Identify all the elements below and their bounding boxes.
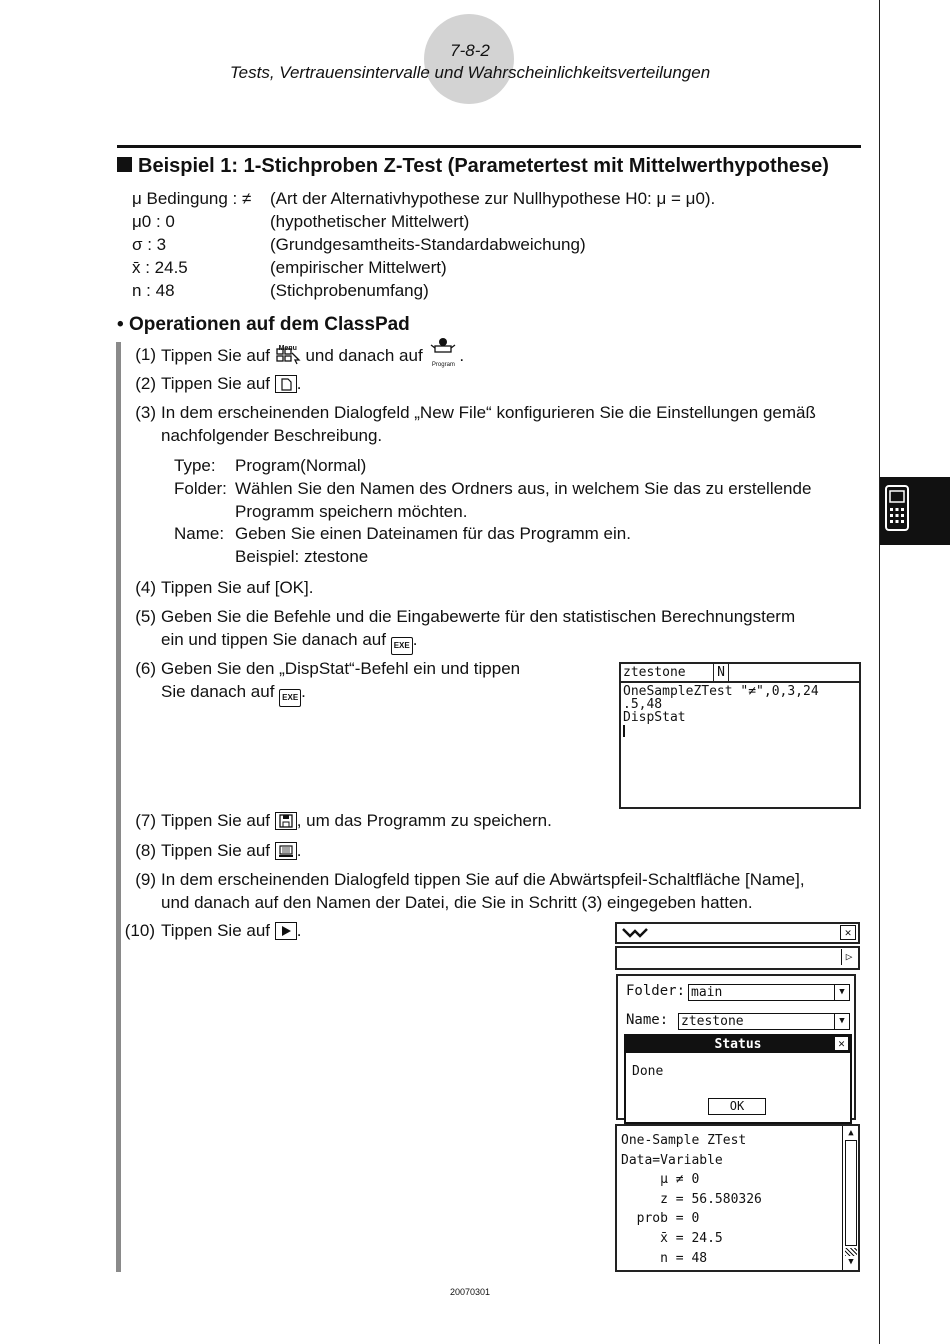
step-10: [161, 919, 301, 942]
chevron-down-icon[interactable]: ▼: [834, 1014, 849, 1029]
type-value: Program(Normal): [235, 456, 367, 475]
new-file-icon: [275, 375, 297, 393]
example-title-text: Beispiel 1: 1-Stichproben Z-Test (Parametertest mit Mittelwerthypothese): [138, 155, 829, 177]
name-select-value: ztestone: [681, 1014, 744, 1029]
save-icon: [275, 812, 297, 830]
run-toolbar: [615, 922, 860, 944]
program-run-screen: [615, 922, 860, 1272]
dropdown-menu-icon[interactable]: [621, 926, 649, 940]
name-field-label: Name:: [626, 1012, 669, 1028]
step-text: Tippen Sie auf: [161, 921, 270, 940]
param-condition-desc: (Art der Alternativhypothese zur Nullhypothese H0: μ = μ0).: [270, 189, 716, 208]
result-text: [621, 1131, 762, 1268]
scroll-thumb[interactable]: [845, 1140, 857, 1246]
ok-button[interactable]: OK: [708, 1098, 766, 1115]
step-text: Tippen Sie auf: [161, 346, 270, 365]
page-icon: [276, 376, 296, 392]
step-9-line-1: In dem erscheinenden Dialogfeld tippen Sie auf die Abwärtspfeil-Schaltfläche [Name],: [161, 870, 805, 889]
footer-code: 20070301: [449, 1287, 491, 1297]
folder-select[interactable]: [688, 984, 850, 1001]
step-number: (2): [135, 374, 156, 393]
step-text: , um das Programm zu speichern.: [296, 811, 552, 830]
param-mean-desc: (empirischer Mittelwert): [270, 258, 447, 277]
round-bullet-icon: •: [117, 314, 129, 335]
program-loader-dialog: [616, 974, 856, 1120]
status-dialog-title: Status: [714, 1037, 762, 1052]
chevron-down-icon[interactable]: ▼: [834, 985, 849, 1000]
step-text-end: .: [412, 630, 418, 649]
param-sigma-desc: (Grundgesamtheits-Standardabweichung): [270, 235, 586, 254]
result-window: [615, 1124, 860, 1272]
step-5-line-1: Geben Sie die Befehle und die Eingabewerte für den statistischen Berechnungsterm: [161, 607, 796, 626]
step-number: (8): [135, 841, 156, 860]
program-robot-icon: [427, 337, 459, 353]
step-number: (10): [124, 921, 155, 940]
calculator-icon: [880, 477, 950, 545]
scroll-track: [845, 1248, 857, 1256]
section-rule: [117, 145, 861, 148]
param-mu0-desc: (hypothetischer Mittelwert): [270, 212, 470, 231]
folder-line-2: Programm speichern möchten.: [235, 502, 468, 521]
step-text-end: .: [296, 841, 302, 860]
text-cursor: [623, 725, 625, 737]
step-number: (5): [135, 607, 156, 626]
scroll-right-icon[interactable]: ▷: [841, 949, 856, 965]
floppy-disk-icon: [276, 813, 296, 829]
result-line: x̄ = 24.5: [621, 1230, 723, 1246]
step-text: Sie danach auf: [161, 682, 275, 701]
param-n-desc: (Stichprobenumfang): [270, 281, 429, 300]
param-n-label: n : 48: [132, 281, 175, 300]
step-text-end: .: [459, 346, 465, 365]
step-8: [161, 839, 301, 862]
menu-icon-label: Menu: [278, 345, 297, 352]
step-text-end: .: [296, 374, 302, 393]
chapter-tab: [880, 477, 950, 545]
close-icon[interactable]: ✕: [840, 925, 856, 940]
result-line: prob = 0: [621, 1211, 700, 1227]
scrollbar[interactable]: [842, 1126, 859, 1270]
program-loader-icon: [275, 842, 297, 860]
name-select[interactable]: [678, 1013, 850, 1030]
page-number: 7-8-2: [450, 41, 490, 60]
close-icon[interactable]: ✕: [835, 1037, 848, 1050]
program-editor-screen: [619, 662, 861, 809]
step-5-line-2: [161, 628, 417, 655]
step-9-line-2: und danach auf den Namen der Datei, die Sie in Schritt (3) eingegeben hatten.: [161, 893, 753, 912]
folder-field-label: Folder:: [626, 983, 686, 999]
step-text-end: .: [296, 921, 302, 940]
operations-heading: [117, 314, 410, 336]
editor-line: OneSampleZTest "≠",0,3,24: [623, 684, 819, 699]
editor-mode: N: [714, 664, 729, 681]
run-input-bar[interactable]: [615, 946, 860, 970]
exe-key-icon: EXE: [391, 637, 413, 655]
step-text: Tippen Sie auf: [161, 841, 270, 860]
editor-body[interactable]: [621, 683, 859, 737]
result-line: One-Sample ZTest: [621, 1133, 747, 1148]
folder-label: Folder:: [174, 479, 227, 498]
editor-filename: ztestone: [621, 664, 714, 681]
step-6-line-2: [161, 680, 306, 707]
step-text: Tippen Sie auf: [161, 811, 270, 830]
param-condition-label: μ Bedingung : ≠: [132, 189, 252, 208]
run-icon: [275, 922, 297, 940]
right-margin-rule: [879, 0, 880, 1344]
type-label: Type:: [174, 456, 216, 475]
step-number: (1): [135, 345, 156, 364]
square-bullet-icon: [117, 157, 132, 172]
step-7: [161, 809, 552, 832]
param-mean-label: x̄ : 24.5: [132, 258, 188, 277]
name-line-2: Beispiel: ztestone: [235, 547, 369, 566]
step-number: (9): [135, 870, 156, 889]
param-sigma-label: σ : 3: [132, 235, 167, 254]
step-6-line-1: Geben Sie den „DispStat“-Befehl ein und tippen: [161, 659, 521, 678]
program-icon-label: Program: [431, 362, 455, 368]
exe-key-icon: EXE: [279, 689, 301, 707]
step-3-line-2: nachfolgender Beschreibung.: [161, 426, 383, 445]
step-number: (6): [135, 659, 156, 678]
result-line: z = 56.580326: [621, 1191, 762, 1207]
operations-heading-text: Operationen auf dem ClassPad: [128, 314, 410, 335]
param-mu0-label: μ0 : 0: [132, 212, 175, 231]
step-number: (4): [135, 578, 156, 597]
step-number: (7): [135, 811, 156, 830]
program-app-icon: [427, 343, 459, 368]
monitor-icon: [276, 843, 296, 859]
result-line: n = 48: [621, 1250, 708, 1266]
menu-grid-icon: [275, 347, 301, 365]
editor-title-bar: [621, 664, 859, 683]
step-1: [161, 343, 464, 367]
step-text: ein und tippen Sie danach auf: [161, 630, 386, 649]
step-4: Tippen Sie auf [OK].: [161, 578, 314, 597]
folder-line-1: Wählen Sie den Namen des Ordners aus, in welchem Sie das zu erstellende: [235, 479, 812, 498]
step-text: und danach auf: [305, 346, 423, 365]
status-dialog-title-bar: [626, 1036, 850, 1053]
status-dialog: [624, 1034, 852, 1124]
result-line: Data=Variable: [621, 1152, 723, 1168]
result-line: μ ≠ 0: [621, 1172, 700, 1188]
name-line-1: Geben Sie einen Dateinamen für das Programm ein.: [235, 524, 631, 543]
play-triangle-icon: [276, 923, 296, 939]
step-number: (3): [135, 403, 156, 422]
step-3-line-1: In dem erscheinenden Dialogfeld „New File“ konfigurieren Sie die Einstellungen gemäß: [161, 403, 816, 422]
left-margin-bar: [116, 342, 121, 1272]
name-label: Name:: [174, 524, 225, 543]
step-text-end: .: [301, 682, 306, 701]
scroll-down-icon[interactable]: ▼: [848, 1257, 854, 1267]
editor-line: DispStat: [623, 710, 686, 725]
chapter-title: Tests, Vertrauensintervalle und Wahrscheinlichkeitsverteilungen: [229, 63, 711, 82]
folder-select-value: main: [691, 985, 723, 1000]
status-message: Done: [632, 1064, 664, 1079]
step-text: Tippen Sie auf: [161, 374, 270, 393]
scroll-up-icon[interactable]: ▲: [848, 1128, 854, 1138]
step-2: [161, 372, 301, 395]
menu-icon: [275, 345, 301, 363]
example-title: [117, 155, 829, 178]
editor-line: .5,48: [623, 697, 663, 712]
